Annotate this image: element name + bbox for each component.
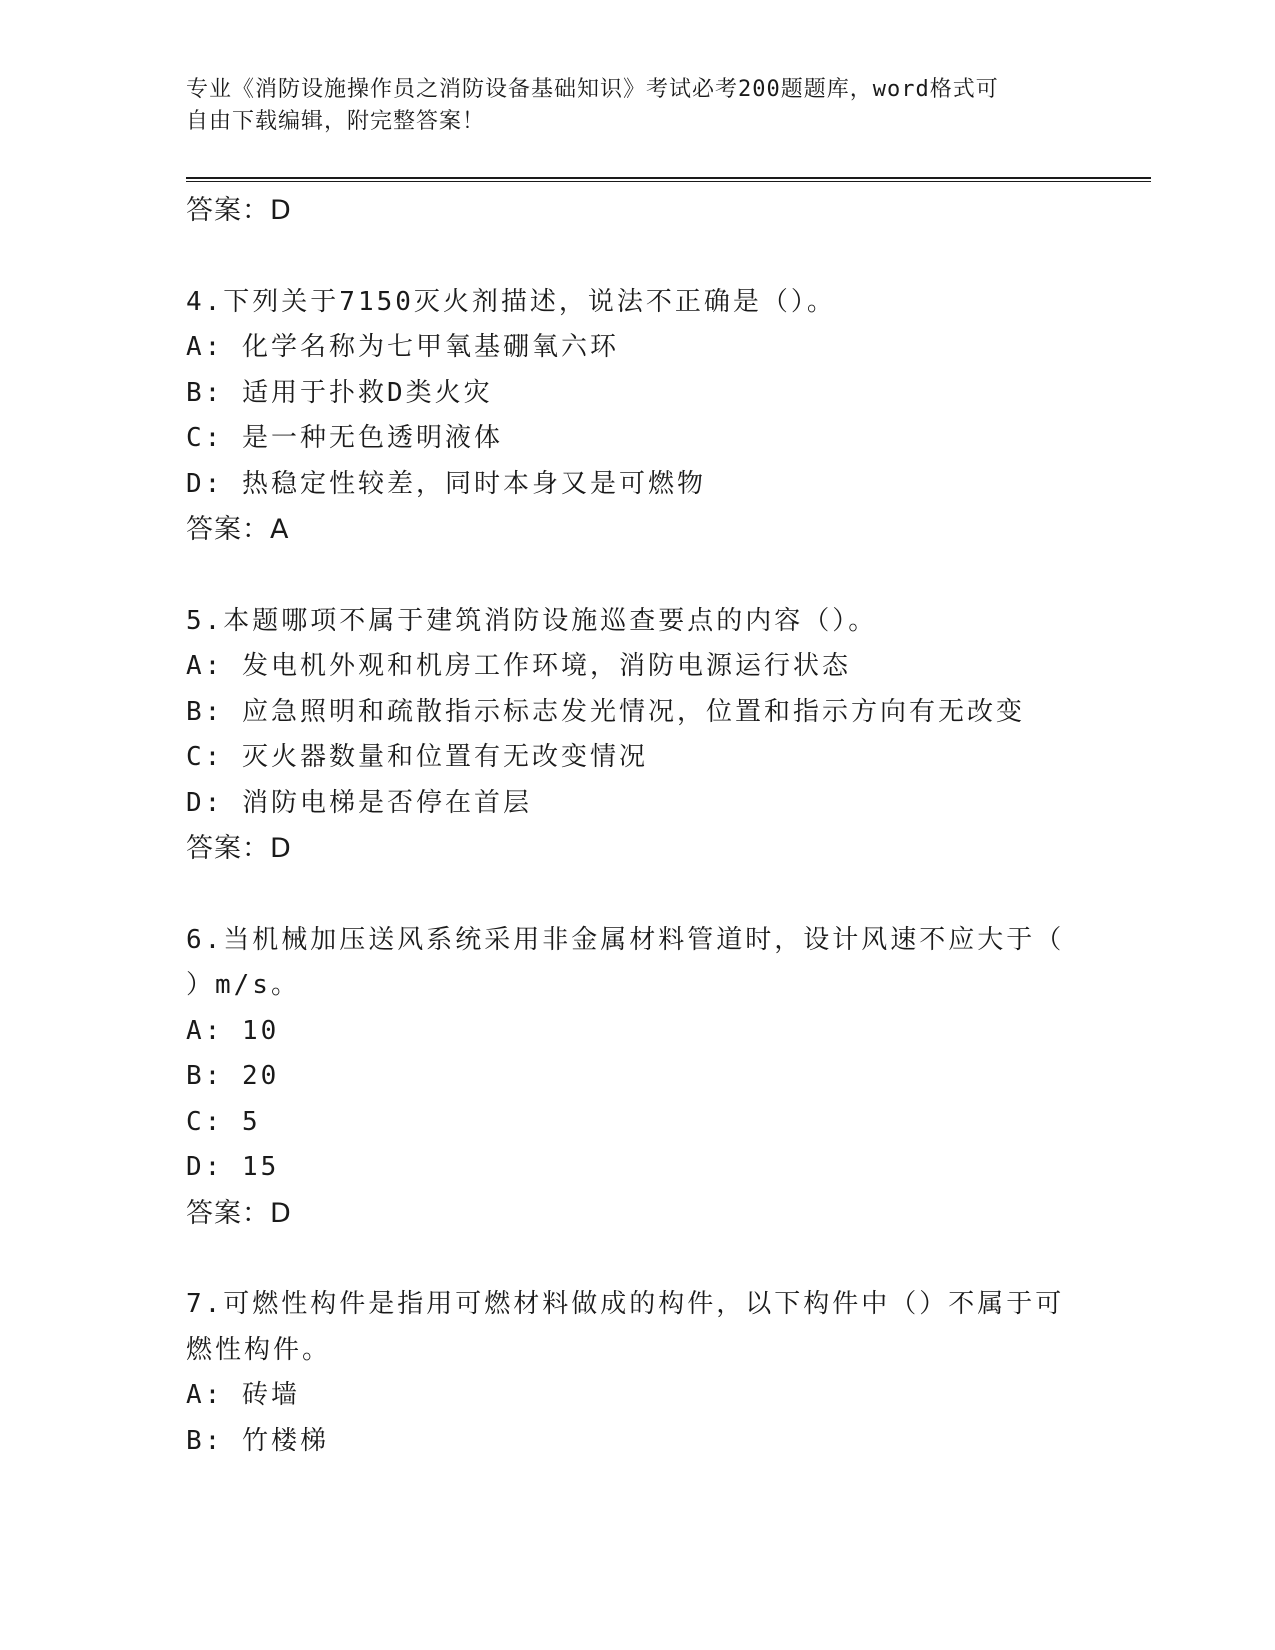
option-a: A: 化学名称为七甲氧基硼氧六环 [186,332,619,362]
question-stem: 7.可燃性构件是指用可燃材料做成的构件，以下构件中（）不属于可 [186,1289,1065,1319]
header-divider-thick [186,177,1151,179]
header-divider-thin [186,181,1151,182]
question-stem-continued: ）m/s。 [186,970,300,1000]
option-a: A: 发电机外观和机房工作环境，消防电源运行状态 [186,651,851,681]
option-a: A: 10 [186,1015,280,1046]
option-a: A: 砖墙 [186,1380,300,1410]
header-line-1: 专业《消防设施操作员之消防设备基础知识》考试必考200题题库，word格式可 [186,77,999,102]
option-b: B: 20 [186,1061,280,1091]
question-7 [186,1282,1086,1464]
document-header-note [186,74,1066,138]
option-d: D: 消防电梯是否停在首层 [186,787,532,818]
option-c: C: 灭火器数量和位置有无改变情况 [186,742,648,772]
question-list [186,188,1086,1464]
answer-line: 答案：A [186,514,290,545]
question-stem: 4.下列关于7150灭火剂描述，说法不正确是（）。 [186,286,836,317]
question-5 [186,599,1086,872]
answer-line: 答案：D [186,833,292,864]
answer-line: 答案：D [186,1197,292,1229]
option-d: D: 15 [186,1152,280,1182]
option-d: D: 热稳定性较差，同时本身又是可燃物 [186,468,706,499]
question-stem-continued: 燃性构件。 [186,1334,332,1365]
question-stem: 5.本题哪项不属于建筑消防设施巡查要点的内容（）。 [186,605,878,636]
option-b: B: 应急照明和疏散指示标志发光情况，位置和指示方向有无改变 [186,696,1025,727]
spacer [186,553,1086,599]
header-line-2: 自由下载编辑，附完整答案！ [186,109,486,134]
answer-line-prev: 答案：D [186,195,292,226]
spacer [186,234,1086,280]
question-6 [186,918,1086,1237]
question-4 [186,280,1086,553]
spacer [186,872,1086,918]
option-b: B: 适用于扑救D类火灾 [186,377,493,408]
option-b: B: 竹楼梯 [186,1425,329,1456]
spacer [186,1236,1086,1282]
option-c: C: 5 [186,1106,261,1137]
option-c: C: 是一种无色透明液体 [186,423,503,453]
question-stem: 6.当机械加压送风系统采用非金属材料管道时，设计风速不应大于（ [186,924,1065,955]
